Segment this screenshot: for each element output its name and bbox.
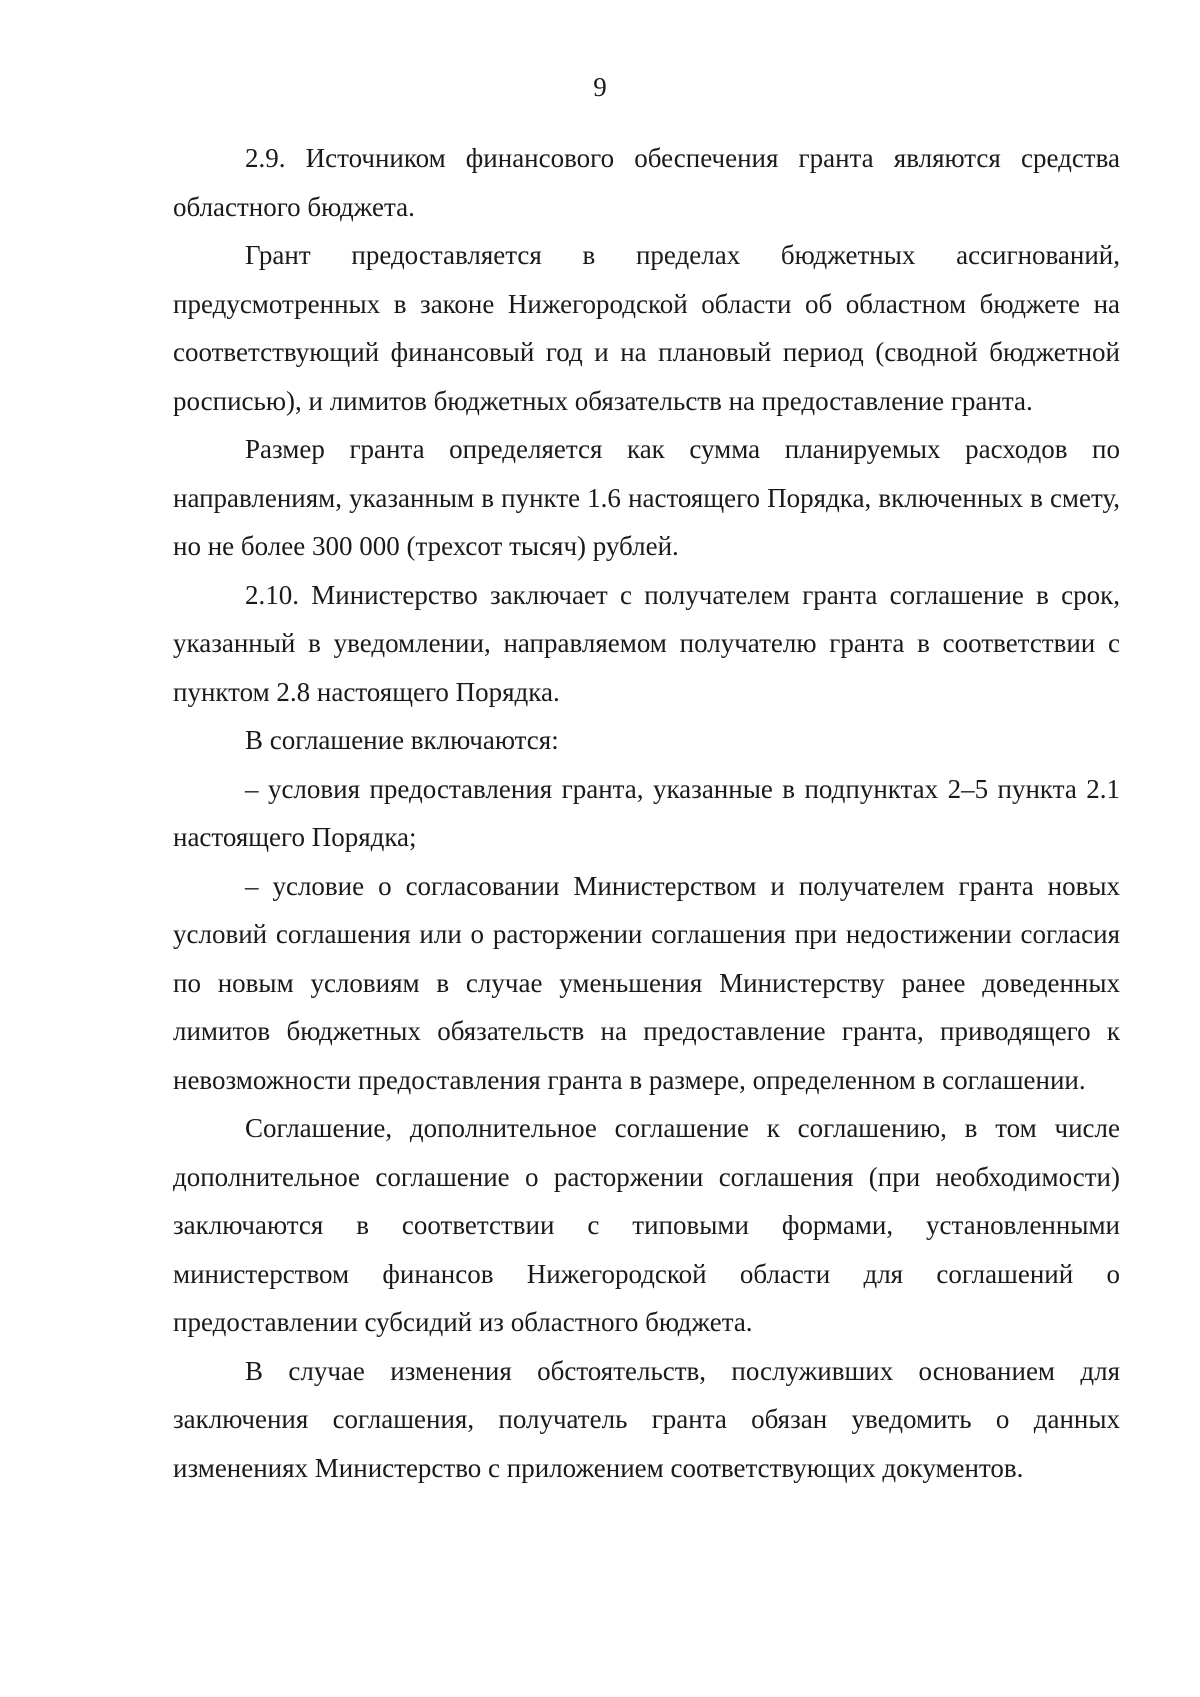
document-body bbox=[173, 134, 1120, 1492]
paragraph-2-9-funding-source: 2.9. Источником финансового обеспечения гранта являются средства областного бюджета. bbox=[173, 143, 1120, 222]
paragraph-grant-amount: Размер гранта определяется как сумма планируемых расходов по направлениям, указанным в пункте 1.6 настоящего Порядка, включенных в смету, но не более 300 000 (трехсот тысяч) рублей. bbox=[173, 434, 1120, 561]
paragraph-2-10-agreement: 2.10. Министерство заключает с получателем гранта соглашение в срок, указанный в уведомлении, направляемом получателю гранта в соответствии с пунктом 2.8 настоящего Порядка. bbox=[173, 579, 1120, 707]
paragraph-agreement-includes: В соглашение включаются: bbox=[245, 725, 559, 755]
list-item-new-conditions: – условие о согласовании Министерством и получателем гранта новых условий соглашения или о расторжении соглашения при недостижении согласия по новым условиям в случае уменьшения Министерству ранее доведенных лимитов бюджетных обязательств на предоставление гранта, приводящего к невозможности предоставления гранта в размере, определенном в соглашении. bbox=[173, 870, 1120, 1095]
list-item-grant-conditions: – условия предоставления гранта, указанные в подпунктах 2–5 пункта 2.1 настоящего Порядка; bbox=[173, 773, 1120, 852]
page-number: 9 bbox=[593, 72, 607, 102]
paragraph-grant-limits: Грант предоставляется в пределах бюджетных ассигнований, предусмотренных в законе Нижегородской области об областном бюджете на соответствующий финансовый год и на плановый период (сводной бюджетной росписью), и лимитов бюджетных обязательств на предоставление гранта. bbox=[173, 240, 1120, 416]
paragraph-standard-forms: Соглашение, дополнительное соглашение к соглашению, в том числе дополнительное соглашение о расторжении соглашения (при необходимости) заключаются в соответствии с типовыми формами, установленными министерством финансов Нижегородской области для соглашений о предоставлении субсидий из областного бюджета. bbox=[173, 1113, 1120, 1337]
paragraph-change-notification: В случае изменения обстоятельств, послуживших основанием для заключения соглашения, получатель гранта обязан уведомить о данных изменениях Министерство с приложением соответствующих документов. bbox=[173, 1355, 1120, 1483]
